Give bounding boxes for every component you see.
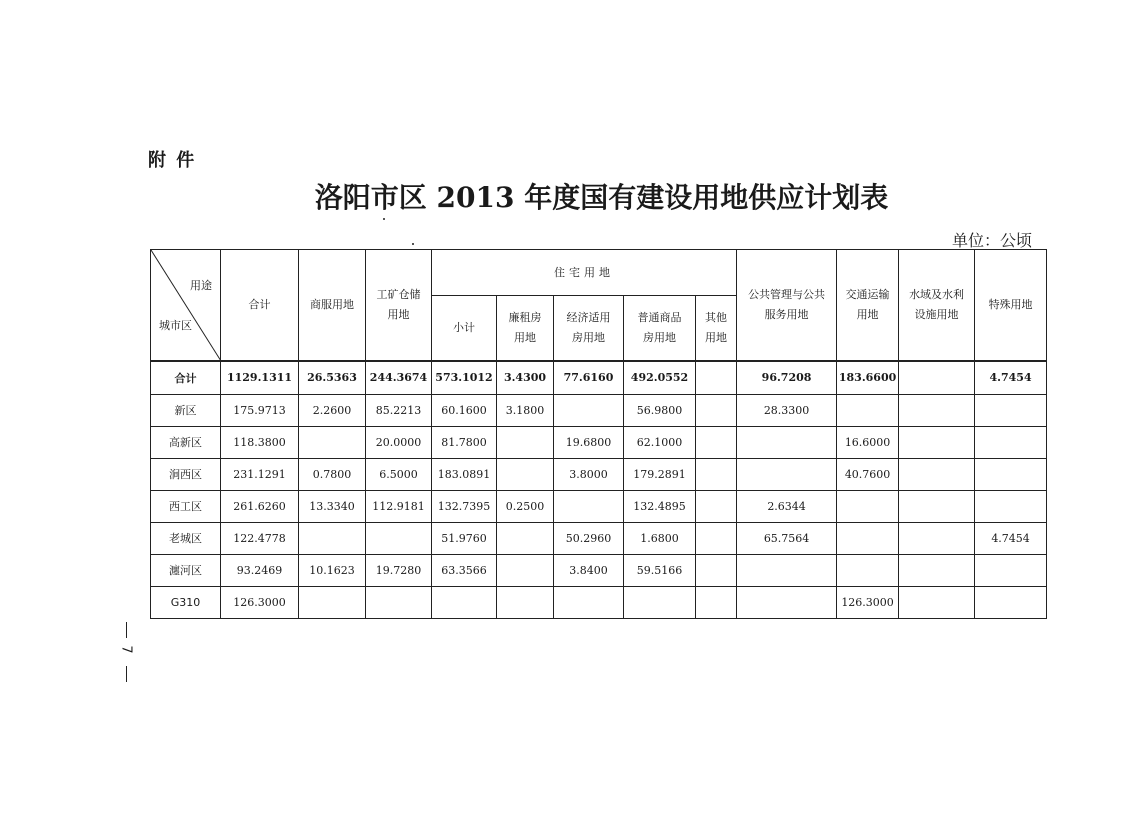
col-public-header <box>737 250 837 361</box>
col-res-commodity-line1: 普通商品 <box>637 310 682 324</box>
cell-industrial <box>366 586 432 618</box>
cell-commercial <box>299 586 366 618</box>
table-row <box>151 394 1047 426</box>
cell-total: 175.9713 <box>221 394 299 426</box>
attachment-label: 附 件 <box>148 150 197 171</box>
col-industrial-line2: 用地 <box>387 307 410 321</box>
cell-res-other <box>696 361 737 395</box>
scan-speck <box>412 243 414 245</box>
cell-res-subtotal <box>432 586 497 618</box>
cell-res-commodity <box>624 586 696 618</box>
cell-transport: 16.6000 <box>837 426 899 458</box>
cell-total: 93.2469 <box>221 554 299 586</box>
cell-transport <box>837 394 899 426</box>
cell-industrial: 6.5000 <box>366 458 432 490</box>
cell-special <box>975 490 1047 522</box>
col-residential-header: 住宅用地 <box>432 250 737 296</box>
cell-res-commodity: 1.6800 <box>624 522 696 554</box>
cell-res-subtotal: 183.0891 <box>432 458 497 490</box>
cell-res-commodity: 132.4895 <box>624 490 696 522</box>
cell-res-commodity: 492.0552 <box>624 361 696 395</box>
col-water-header <box>899 250 975 361</box>
page-number-text: 7 <box>118 645 134 654</box>
cell-total: 261.6260 <box>221 490 299 522</box>
header-corner-cell <box>151 250 221 361</box>
cell-res-other <box>696 554 737 586</box>
cell-commercial: 26.5363 <box>299 361 366 395</box>
cell-res-affordable <box>554 586 624 618</box>
cell-public: 28.3300 <box>737 394 837 426</box>
col-res-other-line2: 用地 <box>705 330 728 344</box>
unit-label: 单位：公顷 <box>952 231 1033 250</box>
col-res-other-header <box>696 296 737 361</box>
cell-res-subtotal: 60.1600 <box>432 394 497 426</box>
col-res-other-line1: 其他 <box>705 310 728 324</box>
cell-res-other <box>696 586 737 618</box>
cell-res-other <box>696 522 737 554</box>
cell-res-commodity: 179.2891 <box>624 458 696 490</box>
col-industrial-line1: 工矿仓储 <box>376 287 421 301</box>
col-res-subtotal-header: 小计 <box>432 296 497 361</box>
cell-water <box>899 490 975 522</box>
cell-transport: 40.7600 <box>837 458 899 490</box>
cell-res-lowrent <box>497 426 554 458</box>
cell-total: 1129.1311 <box>221 361 299 395</box>
col-res-affordable-line1: 经济适用 <box>566 310 611 324</box>
cell-res-subtotal: 63.3566 <box>432 554 497 586</box>
cell-public <box>737 426 837 458</box>
cell-special <box>975 554 1047 586</box>
cell-transport: 183.6600 <box>837 361 899 395</box>
cell-industrial: 20.0000 <box>366 426 432 458</box>
cell-water <box>899 426 975 458</box>
cell-special <box>975 394 1047 426</box>
cell-res-commodity: 62.1000 <box>624 426 696 458</box>
cell-total: 118.3800 <box>221 426 299 458</box>
cell-industrial <box>366 522 432 554</box>
cell-res-affordable: 77.6160 <box>554 361 624 395</box>
cell-res-subtotal: 132.7395 <box>432 490 497 522</box>
col-public-line1: 公共管理与公共 <box>748 287 826 301</box>
cell-water <box>899 458 975 490</box>
cell-industrial: 244.3674 <box>366 361 432 395</box>
cell-res-affordable <box>554 490 624 522</box>
cell-res-lowrent <box>497 522 554 554</box>
cell-res-commodity: 59.5166 <box>624 554 696 586</box>
cell-res-affordable: 3.8000 <box>554 458 624 490</box>
cell-res-other <box>696 490 737 522</box>
cell-transport <box>837 490 899 522</box>
cell-res-subtotal: 81.7800 <box>432 426 497 458</box>
corner-usage-label: 用途 <box>190 279 212 292</box>
cell-total: 122.4778 <box>221 522 299 554</box>
row-district: 瀍河区 <box>151 554 221 586</box>
col-commercial-header: 商服用地 <box>299 250 366 361</box>
cell-res-lowrent: 3.4300 <box>497 361 554 395</box>
cell-public <box>737 458 837 490</box>
cell-res-lowrent <box>497 554 554 586</box>
cell-res-subtotal: 573.1012 <box>432 361 497 395</box>
land-supply-table <box>150 249 1047 619</box>
row-district: 涧西区 <box>151 458 221 490</box>
col-res-lowrent-line1: 廉租房 <box>508 310 542 324</box>
cell-transport <box>837 554 899 586</box>
cell-special <box>975 586 1047 618</box>
cell-special: 4.7454 <box>975 361 1047 395</box>
page-dash-bottom <box>126 666 127 682</box>
cell-commercial: 10.1623 <box>299 554 366 586</box>
cell-res-affordable: 50.2960 <box>554 522 624 554</box>
col-res-commodity-line2: 房用地 <box>643 330 676 344</box>
col-water-line1: 水域及水利 <box>909 287 965 301</box>
cell-water <box>899 554 975 586</box>
cell-water <box>899 394 975 426</box>
cell-res-other <box>696 458 737 490</box>
cell-res-commodity: 56.9800 <box>624 394 696 426</box>
page-number <box>118 622 140 682</box>
diagonal-line <box>151 250 221 361</box>
cell-commercial <box>299 522 366 554</box>
cell-total: 126.3000 <box>221 586 299 618</box>
cell-industrial: 85.2213 <box>366 394 432 426</box>
table-row <box>151 554 1047 586</box>
row-district: 老城区 <box>151 522 221 554</box>
row-district: 高新区 <box>151 426 221 458</box>
cell-commercial: 13.3340 <box>299 490 366 522</box>
cell-res-subtotal: 51.9760 <box>432 522 497 554</box>
page-title: 洛阳市区 2013 年度国有建设用地供应计划表 <box>314 181 889 214</box>
table-row-total <box>151 361 1047 395</box>
cell-special: 4.7454 <box>975 522 1047 554</box>
cell-res-lowrent <box>497 586 554 618</box>
cell-res-lowrent <box>497 458 554 490</box>
page-dash-top <box>126 622 127 638</box>
col-water-line2: 设施用地 <box>914 307 959 321</box>
col-res-affordable-line2: 房用地 <box>572 330 605 344</box>
cell-water <box>899 586 975 618</box>
cell-res-affordable: 19.6800 <box>554 426 624 458</box>
col-transport-line2: 用地 <box>856 307 879 321</box>
table-row <box>151 426 1047 458</box>
table-row <box>151 586 1047 618</box>
col-res-commodity-header <box>624 296 696 361</box>
table-row <box>151 490 1047 522</box>
col-transport-line1: 交通运输 <box>845 287 890 301</box>
col-transport-header <box>837 250 899 361</box>
col-res-lowrent-line2: 用地 <box>514 330 536 344</box>
cell-industrial: 19.7280 <box>366 554 432 586</box>
cell-industrial: 112.9181 <box>366 490 432 522</box>
cell-public <box>737 586 837 618</box>
cell-commercial: 2.2600 <box>299 394 366 426</box>
cell-total: 231.1291 <box>221 458 299 490</box>
col-special-header: 特殊用地 <box>975 250 1047 361</box>
cell-water <box>899 522 975 554</box>
cell-public <box>737 554 837 586</box>
cell-res-other <box>696 426 737 458</box>
cell-public: 65.7564 <box>737 522 837 554</box>
cell-special <box>975 458 1047 490</box>
cell-water <box>899 361 975 395</box>
cell-res-other <box>696 394 737 426</box>
col-industrial-header <box>366 250 432 361</box>
cell-res-lowrent: 0.2500 <box>497 490 554 522</box>
cell-transport <box>837 522 899 554</box>
scan-speck <box>383 218 385 220</box>
table-row <box>151 458 1047 490</box>
cell-res-affordable: 3.8400 <box>554 554 624 586</box>
col-res-lowrent-header <box>497 296 554 361</box>
col-res-affordable-header <box>554 296 624 361</box>
row-district: G310 <box>151 586 221 618</box>
cell-res-lowrent: 3.1800 <box>497 394 554 426</box>
cell-transport: 126.3000 <box>837 586 899 618</box>
col-total-header: 合计 <box>221 250 299 361</box>
cell-res-affordable <box>554 394 624 426</box>
row-district: 西工区 <box>151 490 221 522</box>
cell-public: 2.6344 <box>737 490 837 522</box>
cell-commercial <box>299 426 366 458</box>
row-district: 新区 <box>151 394 221 426</box>
row-district: 合计 <box>151 361 221 395</box>
col-public-line2: 服务用地 <box>764 307 809 321</box>
cell-commercial: 0.7800 <box>299 458 366 490</box>
corner-district-label: 城市区 <box>159 319 192 332</box>
cell-special <box>975 426 1047 458</box>
table-row <box>151 522 1047 554</box>
cell-public: 96.7208 <box>737 361 837 395</box>
